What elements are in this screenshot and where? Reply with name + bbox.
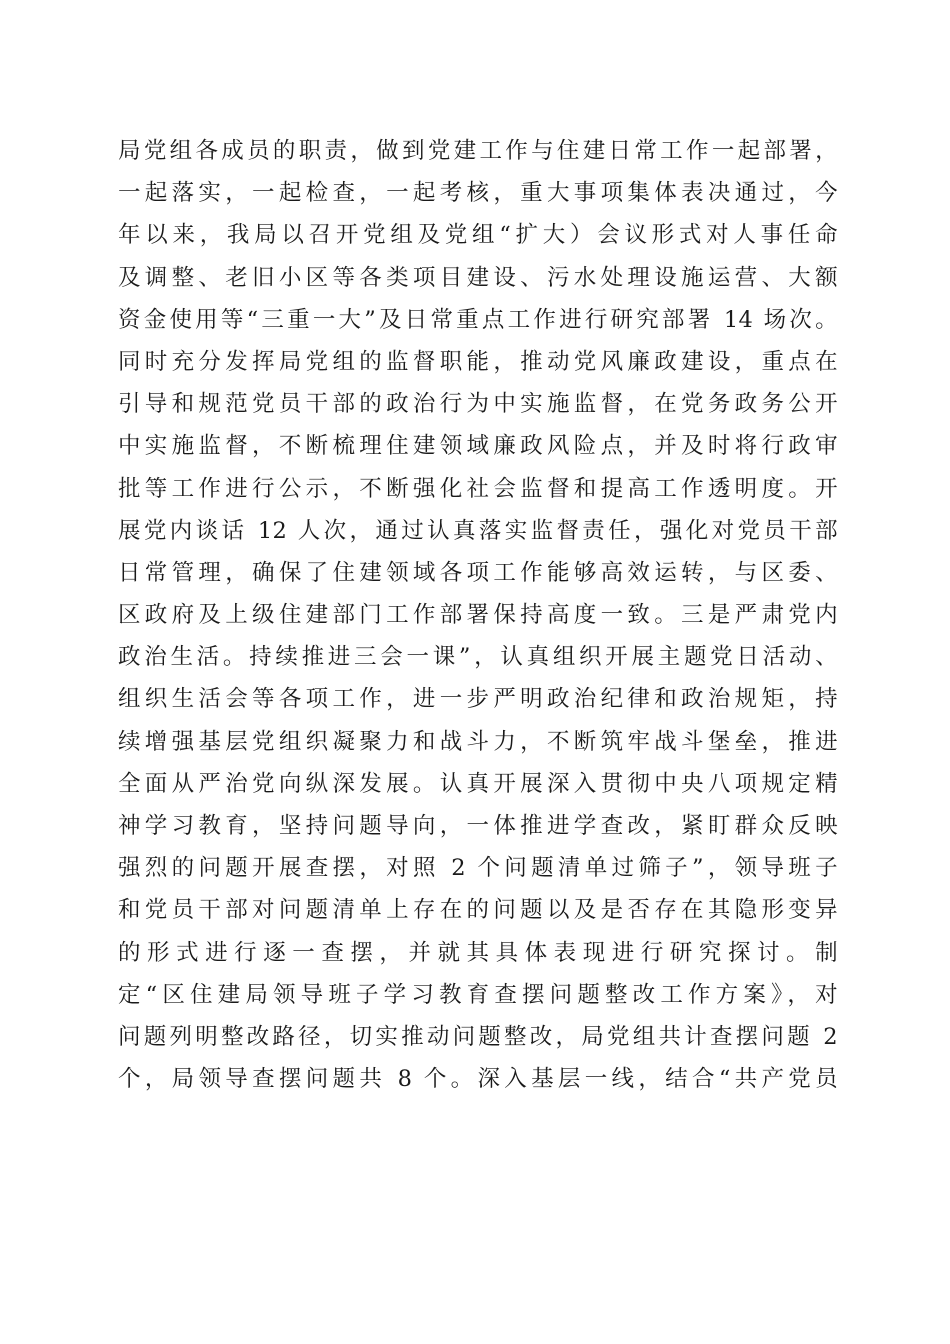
text-line: 区政府及上级住建部门工作部署保持高度一致。三是严肃党内 — [118, 602, 838, 629]
text-line: 的形式进行逐一查摆，并就其具体表现进行研究探讨。制 — [118, 939, 838, 966]
text-line: 强烈的问题开展查摆，对照 2 个问题清单过筛子”，领导班子 — [118, 855, 838, 882]
text-line: 组织生活会等各项工作，进一步严明政治纪律和政治规矩，持 — [118, 686, 838, 713]
text-line: 个，局领导查摆问题共 8 个。深入基层一线，结合“共产党员 — [118, 1066, 838, 1093]
text-line: 一起落实，一起检查，一起考核，重大事项集体表决通过，今 — [118, 180, 838, 207]
text-line: 展党内谈话 12 人次，通过认真落实监督责任，强化对党员干部 — [118, 517, 838, 544]
text-line: 资金使用等“三重一大”及日常重点工作进行研究部署 14 场次。 — [118, 306, 838, 333]
text-line: 续增强基层党组织凝聚力和战斗力，不断筑牢战斗堡垒，推进 — [118, 728, 838, 755]
text-line: 同时充分发挥局党组的监督职能，推动党风廉政建设，重点在 — [118, 348, 838, 375]
text-line: 日常管理，确保了住建领域各项工作能够高效运转，与区委、 — [118, 559, 838, 586]
text-line: 全面从严治党向纵深发展。认真开展深入贯彻中央八项规定精 — [118, 770, 838, 797]
text-line: 批等工作进行公示，不断强化社会监督和提高工作透明度。开 — [118, 475, 838, 502]
text-line: 和党员干部对问题清单上存在的问题以及是否存在其隐形变异 — [118, 897, 838, 924]
text-line: 及调整、老旧小区等各类项目建设、污水处理设施运营、大额 — [118, 264, 838, 291]
text-line: 政治生活。持续推进三会一课”，认真组织开展主题党日活动、 — [118, 644, 838, 671]
text-line: 年以来，我局以召开党组及党组“扩大）会议形式对人事任命 — [118, 222, 838, 249]
body-paragraph — [118, 130, 838, 1100]
text-line: 问题列明整改路径，切实推动问题整改，局党组共计查摆问题 2 — [118, 1023, 838, 1050]
text-line: 神学习教育，坚持问题导向，一体推进学查改，紧盯群众反映 — [118, 813, 838, 839]
text-line: 引导和规范党员干部的政治行为中实施监督，在党务政务公开 — [118, 391, 838, 418]
text-line: 中实施监督，不断梳理住建领域廉政风险点，并及时将行政审 — [118, 433, 838, 460]
text-line: 定“区住建局领导班子学习教育查摆问题整改工作方案》，对 — [118, 981, 838, 1008]
text-line: 局党组各成员的职责，做到党建工作与住建日常工作一起部署， — [118, 138, 838, 164]
